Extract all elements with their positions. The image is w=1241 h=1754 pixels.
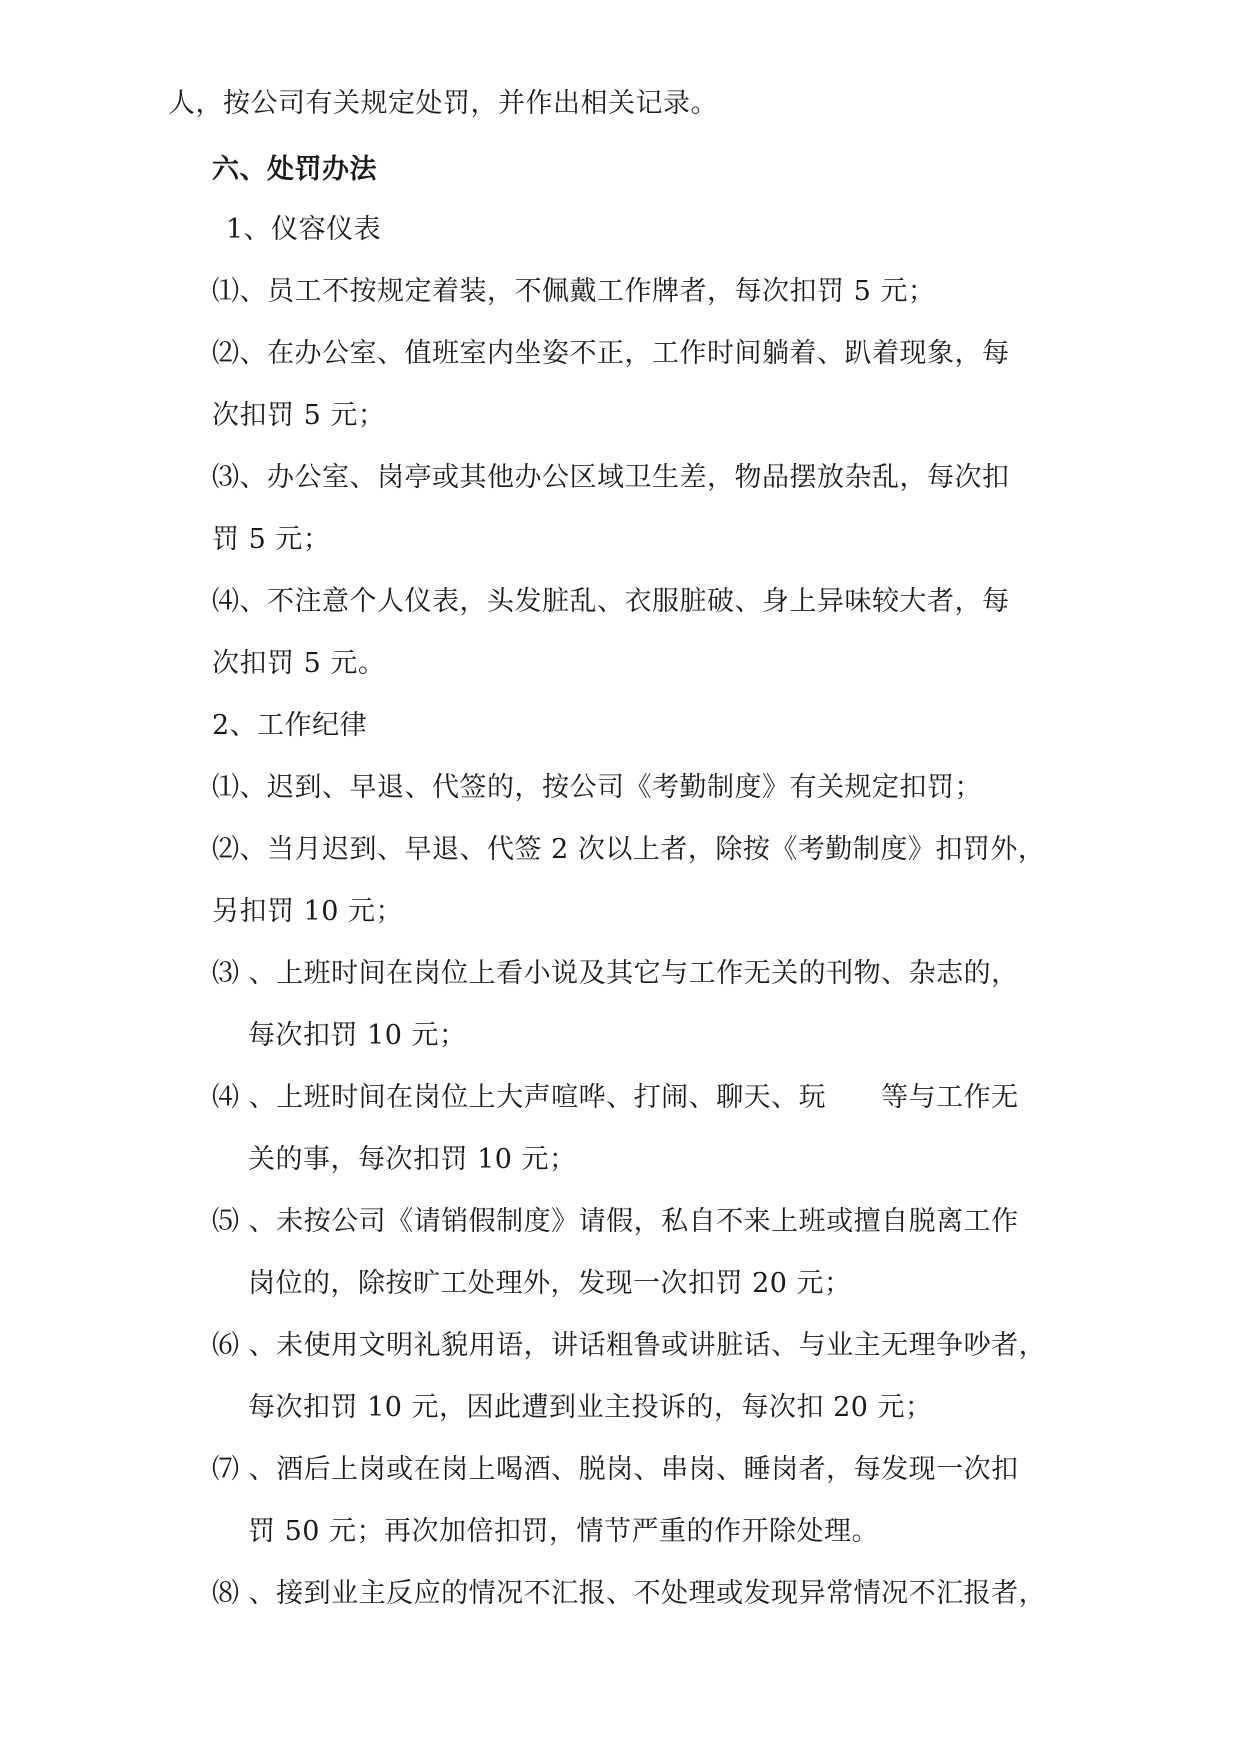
rule-item: ⑻ 、接到业主反应的情况不汇报、不处理或发现异常情况不汇报者， <box>212 1578 1047 1609</box>
rule-item-continuation: 罚 50 元；再次加倍扣罚，情节严重的作开除处理。 <box>248 1516 880 1547</box>
rule-item-continuation: 次扣罚 5 元； <box>212 400 386 431</box>
text-line-continuation: 人，按公司有关规定处罚，并作出相关记录。 <box>168 88 718 119</box>
rule-item: ⑵、当月迟到、早退、代签 2 次以上者，除按《考勤制度》扣罚外， <box>212 834 1046 865</box>
rule-item: ⑵、在办公室、值班室内坐姿不正，工作时间躺着、趴着现象，每 <box>212 338 1010 369</box>
rule-item: ⑹ 、未使用文明礼貌用语，讲话粗鲁或讲脏话、与业主无理争吵者， <box>212 1330 1047 1361</box>
subsection-heading-appearance: 1、仪容仪表 <box>226 214 382 245</box>
rule-item: ⑺ 、酒后上岗或在岗上喝酒、脱岗、串岗、睡岗者，每发现一次扣 <box>212 1454 1019 1485</box>
rule-item: ⑷ 、上班时间在岗位上大声喧哗、打闹、聊天、玩 等与工作无 <box>212 1082 1019 1113</box>
rule-item: ⑷、不注意个人仪表，头发脏乱、衣服脏破、身上异味较大者，每 <box>212 586 1010 617</box>
rule-item-continuation: 次扣罚 5 元。 <box>212 648 386 679</box>
rule-item-continuation: 关的事，每次扣罚 10 元； <box>248 1144 577 1175</box>
rule-item-continuation: 每次扣罚 10 元； <box>248 1020 467 1051</box>
subsection-heading-discipline: 2、工作纪律 <box>212 710 368 741</box>
rule-item-continuation: 罚 5 元； <box>212 524 331 555</box>
rule-item: ⑸ 、未按公司《请销假制度》请假，私自不来上班或擅自脱离工作 <box>212 1206 1019 1237</box>
rule-item-continuation: 另扣罚 10 元； <box>212 896 404 927</box>
section-heading-penalties: 六、处罚办法 <box>212 154 377 185</box>
rule-item-continuation: 岗位的，除按旷工处理外，发现一次扣罚 20 元； <box>248 1268 852 1299</box>
rule-item: ⑴、迟到、早退、代签的，按公司《考勤制度》有关规定扣罚； <box>212 772 982 803</box>
rule-item: ⑶、办公室、岗亭或其他办公区域卫生差，物品摆放杂乱，每次扣 <box>212 462 1010 493</box>
rule-item: ⑴、员工不按规定着装，不佩戴工作牌者，每次扣罚 5 元； <box>212 276 936 307</box>
rule-item-continuation: 每次扣罚 10 元，因此遭到业主投诉的，每次扣 20 元； <box>248 1392 933 1423</box>
rule-item: ⑶ 、上班时间在岗位上看小说及其它与工作无关的刊物、杂志的， <box>212 958 1019 989</box>
